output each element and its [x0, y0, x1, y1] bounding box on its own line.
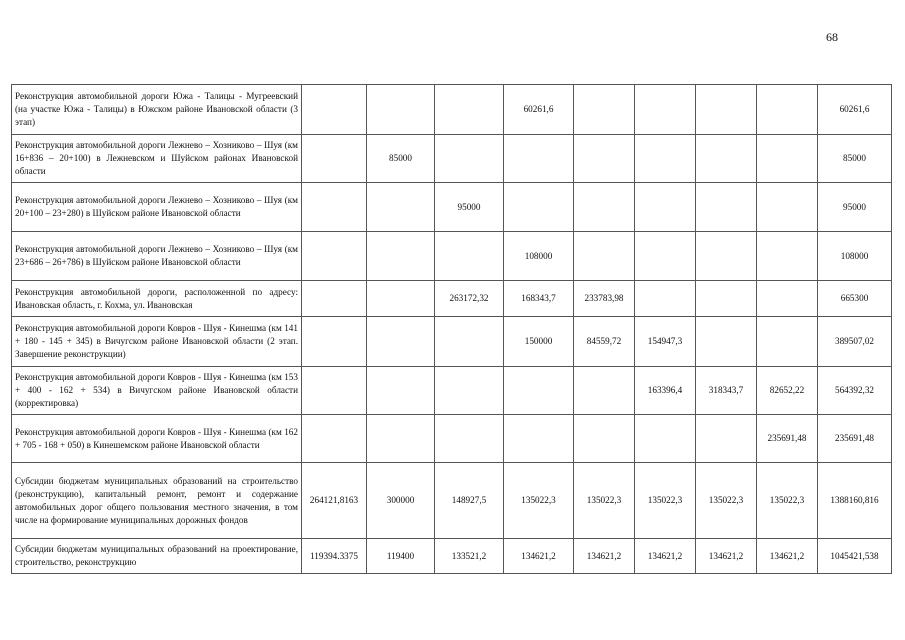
page-number: 68	[826, 30, 838, 44]
value-cell: 134621,2	[696, 539, 757, 574]
value-cell: 82652,22	[757, 367, 818, 415]
value-cell	[435, 232, 504, 281]
value-cell	[635, 183, 696, 232]
value-cell	[435, 317, 504, 367]
value-cell	[435, 415, 504, 463]
value-cell: 134621,2	[574, 539, 635, 574]
value-cell: 108000	[504, 232, 574, 281]
value-cell: 135022,3	[504, 463, 574, 539]
value-cell: 168343,7	[504, 281, 574, 317]
value-cell: 235691,48	[757, 415, 818, 463]
row-total-cell: 60261,6	[818, 85, 892, 135]
value-cell	[635, 415, 696, 463]
value-cell	[435, 367, 504, 415]
row-description: Реконструкция автомобильной дороги, расположенной по адресу: Ивановская область, г. Кохма, ул. Ивановская	[12, 281, 302, 317]
row-total-cell: 95000	[818, 183, 892, 232]
table-row	[12, 317, 892, 367]
value-cell	[367, 85, 435, 135]
value-cell	[574, 85, 635, 135]
value-cell	[302, 85, 367, 135]
value-cell	[574, 415, 635, 463]
value-cell	[302, 135, 367, 183]
value-cell: 263172,32	[435, 281, 504, 317]
row-description: Субсидии бюджетам муниципальных образований на проектирование, строительство, реконструкцию	[12, 539, 302, 574]
value-cell	[435, 85, 504, 135]
row-total-cell: 108000	[818, 232, 892, 281]
row-total-cell: 564392,32	[818, 367, 892, 415]
value-cell	[302, 232, 367, 281]
value-cell	[696, 317, 757, 367]
table-row	[12, 135, 892, 183]
value-cell	[696, 183, 757, 232]
value-cell	[757, 135, 818, 183]
table-row	[12, 232, 892, 281]
value-cell	[757, 183, 818, 232]
value-cell	[302, 183, 367, 232]
value-cell	[635, 232, 696, 281]
value-cell	[696, 281, 757, 317]
row-description: Реконструкция автомобильной дороги Южа - Талицы - Мугреевский (на участке Южа - Талицы) в Южском районе Ивановской области (3 этап)	[12, 85, 302, 135]
value-cell	[696, 232, 757, 281]
row-description: Реконструкция автомобильной дороги Ковров - Шуя - Кинешма (км 141 + 180 - 145 + 345) в Вичугском районе Ивановской области (2 этап. Завершение реконструкции)	[12, 317, 302, 367]
value-cell	[367, 281, 435, 317]
row-description: Реконструкция автомобильной дороги Ковров - Шуя - Кинешма (км 153 + 400 - 162 + 534) в Вичугском районе Ивановской области (корректировка)	[12, 367, 302, 415]
value-cell	[302, 367, 367, 415]
value-cell	[302, 415, 367, 463]
value-cell	[757, 317, 818, 367]
table-body	[12, 85, 892, 574]
row-total-cell: 85000	[818, 135, 892, 183]
table-row	[12, 85, 892, 135]
table-row	[12, 183, 892, 232]
budget-table	[11, 84, 892, 574]
value-cell: 84559,72	[574, 317, 635, 367]
value-cell	[504, 183, 574, 232]
value-cell: 135022,3	[757, 463, 818, 539]
row-total-cell: 1045421,538	[818, 539, 892, 574]
value-cell	[302, 317, 367, 367]
value-cell: 300000	[367, 463, 435, 539]
row-description: Реконструкция автомобильной дороги Лежнево – Хозниково – Шуя (км 20+100 – 23+280) в Шуйском районе Ивановской области	[12, 183, 302, 232]
value-cell	[367, 232, 435, 281]
value-cell: 134621,2	[757, 539, 818, 574]
value-cell	[367, 183, 435, 232]
table-row	[12, 539, 892, 574]
value-cell	[367, 317, 435, 367]
value-cell: 135022,3	[635, 463, 696, 539]
value-cell	[696, 415, 757, 463]
value-cell: 135022,3	[574, 463, 635, 539]
table-row	[12, 415, 892, 463]
table-row	[12, 463, 892, 539]
row-description: Реконструкция автомобильной дороги Лежнево – Хозниково – Шуя (км 16+836 – 20+100) в Лежневском и Шуйском районах Ивановской области	[12, 135, 302, 183]
value-cell	[757, 85, 818, 135]
value-cell: 150000	[504, 317, 574, 367]
value-cell	[504, 415, 574, 463]
value-cell: 60261,6	[504, 85, 574, 135]
value-cell: 148927,5	[435, 463, 504, 539]
value-cell	[757, 232, 818, 281]
value-cell: 119400	[367, 539, 435, 574]
row-total-cell: 665300	[818, 281, 892, 317]
value-cell: 264121,8163	[302, 463, 367, 539]
value-cell: 133521,2	[435, 539, 504, 574]
value-cell	[367, 367, 435, 415]
value-cell: 135022,3	[696, 463, 757, 539]
row-total-cell: 389507,02	[818, 317, 892, 367]
value-cell: 154947,3	[635, 317, 696, 367]
table-row	[12, 281, 892, 317]
value-cell: 233783,98	[574, 281, 635, 317]
row-description: Субсидии бюджетам муниципальных образований на строительство (реконструкцию), капитальный ремонт, ремонт и содержание автомобильных дорог общего пользования местного значения, в том числе на формирование муниципальных дорожных фондов	[12, 463, 302, 539]
row-description: Реконструкция автомобильной дороги Ковров - Шуя - Кинешма (км 162 + 705 - 168 + 050) в Кинешемском районе Ивановской области	[12, 415, 302, 463]
value-cell	[757, 281, 818, 317]
value-cell: 134621,2	[504, 539, 574, 574]
value-cell	[574, 367, 635, 415]
value-cell	[367, 415, 435, 463]
value-cell	[504, 367, 574, 415]
value-cell	[574, 135, 635, 183]
value-cell	[635, 281, 696, 317]
value-cell	[504, 135, 574, 183]
value-cell: 318343,7	[696, 367, 757, 415]
value-cell: 163396,4	[635, 367, 696, 415]
value-cell	[574, 183, 635, 232]
value-cell	[696, 85, 757, 135]
value-cell	[635, 135, 696, 183]
value-cell: 85000	[367, 135, 435, 183]
row-total-cell: 235691,48	[818, 415, 892, 463]
table-row	[12, 367, 892, 415]
row-description: Реконструкция автомобильной дороги Лежнево – Хозниково – Шуя (км 23+686 – 26+786) в Шуйском районе Ивановской области	[12, 232, 302, 281]
value-cell	[635, 85, 696, 135]
value-cell	[574, 232, 635, 281]
value-cell: 134621,2	[635, 539, 696, 574]
value-cell	[696, 135, 757, 183]
value-cell: 119394.3375	[302, 539, 367, 574]
value-cell	[435, 135, 504, 183]
row-total-cell: 1388160,816	[818, 463, 892, 539]
value-cell: 95000	[435, 183, 504, 232]
value-cell	[302, 281, 367, 317]
